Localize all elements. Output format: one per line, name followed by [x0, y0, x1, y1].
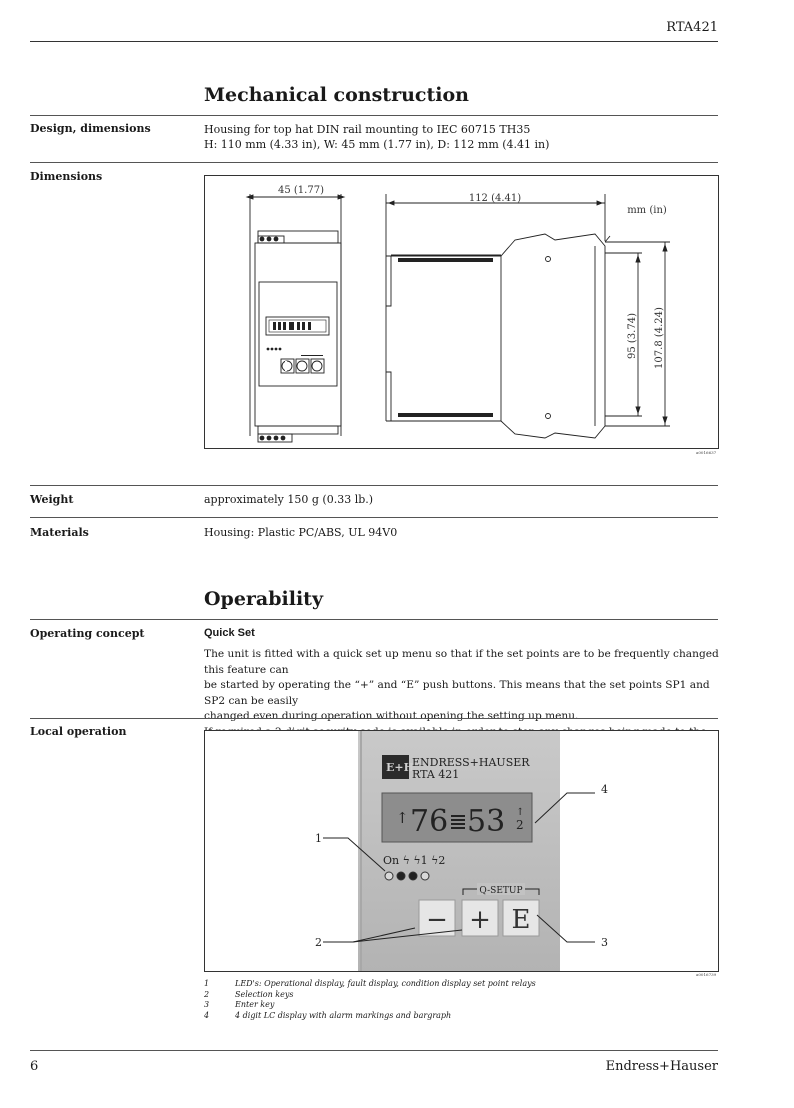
divider [30, 619, 718, 620]
quick-set-line-3: changed even during operation without opening the setting up menu. [204, 710, 579, 722]
svg-text:+: + [469, 905, 491, 935]
quick-set-line-2: be started by operating the “+” and “E” push buttons. This means that the set points SP1 and SP2 can be easily [204, 679, 710, 707]
dimensions-drawing-frame [204, 175, 719, 449]
width-dimension-label: 45 (1.77) [278, 185, 324, 196]
height-outer-dimension-label: 107.8 (4.24) [654, 307, 665, 369]
brand-name: ENDRESS+HAUSER [412, 756, 530, 769]
section-title-operability: Operability [204, 588, 324, 610]
quick-set-heading: Quick Set [204, 627, 255, 639]
weight-value: approximately 150 g (0.33 lb.) [204, 493, 374, 506]
callout-1: 1 [315, 832, 322, 845]
divider [30, 162, 718, 163]
figure-legend [204, 979, 536, 1021]
display-value-left: 76 [410, 804, 449, 839]
footer-brand: Endress+Hauser [605, 1059, 718, 1074]
key-minus[interactable] [419, 900, 455, 936]
legend-item: 3 Enter key [204, 1000, 275, 1009]
key-enter[interactable] [503, 900, 539, 936]
depth-dimension-label: 112 (4.41) [468, 193, 522, 204]
label-materials: Materials [30, 526, 89, 539]
footer-rule [30, 1050, 718, 1051]
svg-text:E: E [511, 905, 531, 935]
svg-text:2: 2 [516, 818, 524, 832]
svg-text:↑: ↑ [516, 807, 525, 818]
label-dimensions: Dimensions [30, 170, 103, 183]
display-value-right: 53 [467, 804, 506, 839]
led-labels: On ϟ ϟ1 ϟ2 [383, 854, 446, 867]
model-name: RTA 421 [412, 768, 460, 781]
unit-label: mm (in) [627, 205, 667, 216]
section-title-mechanical: Mechanical construction [204, 84, 469, 106]
dimensions-figure-id-text: a0016637 [696, 450, 717, 455]
local-operation-figure-id: a0016739 [696, 972, 717, 977]
document-code: RTA421 [666, 20, 718, 35]
legend-item: 1 LED's: Operational display, fault display, condition display set point relays [204, 979, 536, 988]
label-local-operation: Local operation [30, 725, 127, 738]
svg-text:↑: ↑ [396, 809, 409, 827]
dimensions-drawing [205, 176, 718, 448]
label-operating-concept: Operating concept [30, 627, 145, 640]
callout-2: 2 [315, 936, 322, 949]
label-design-dimensions: Design, dimensions [30, 122, 151, 135]
height-inner-dimension-label: 95 (3.74) [627, 313, 638, 359]
q-setup-label: Q-SETUP [479, 886, 523, 896]
key-plus[interactable] [462, 900, 498, 936]
svg-text:E+H: E+H [386, 761, 414, 774]
header-rule [30, 41, 718, 42]
divider [30, 485, 718, 486]
quick-set-line-1: The unit is fitted with a quick set up menu so that if the set points are to be frequently changed this feature can [204, 648, 719, 676]
callout-4: 4 [601, 783, 608, 796]
legend-item: 2 Selection keys [204, 989, 294, 999]
legend-item: 4 4 digit LC display with alarm markings and bargraph [204, 1010, 452, 1020]
divider [30, 115, 718, 116]
design-line-1: Housing for top hat DIN rail mounting to IEC 60715 TH35 [204, 123, 531, 136]
callout-3: 3 [601, 936, 608, 949]
divider [30, 718, 718, 719]
front-panel-illustration [205, 731, 718, 971]
design-line-2: H: 110 mm (4.33 in), W: 45 mm (1.77 in), D: 112 mm (4.41 in) [204, 138, 550, 151]
design-text [204, 122, 724, 152]
svg-text:−: − [426, 905, 448, 935]
divider [30, 517, 718, 518]
page-number: 6 [30, 1059, 39, 1074]
local-operation-figure-frame [204, 730, 719, 972]
label-weight: Weight [30, 493, 74, 506]
materials-value: Housing: Plastic PC/ABS, UL 94V0 [204, 526, 398, 539]
